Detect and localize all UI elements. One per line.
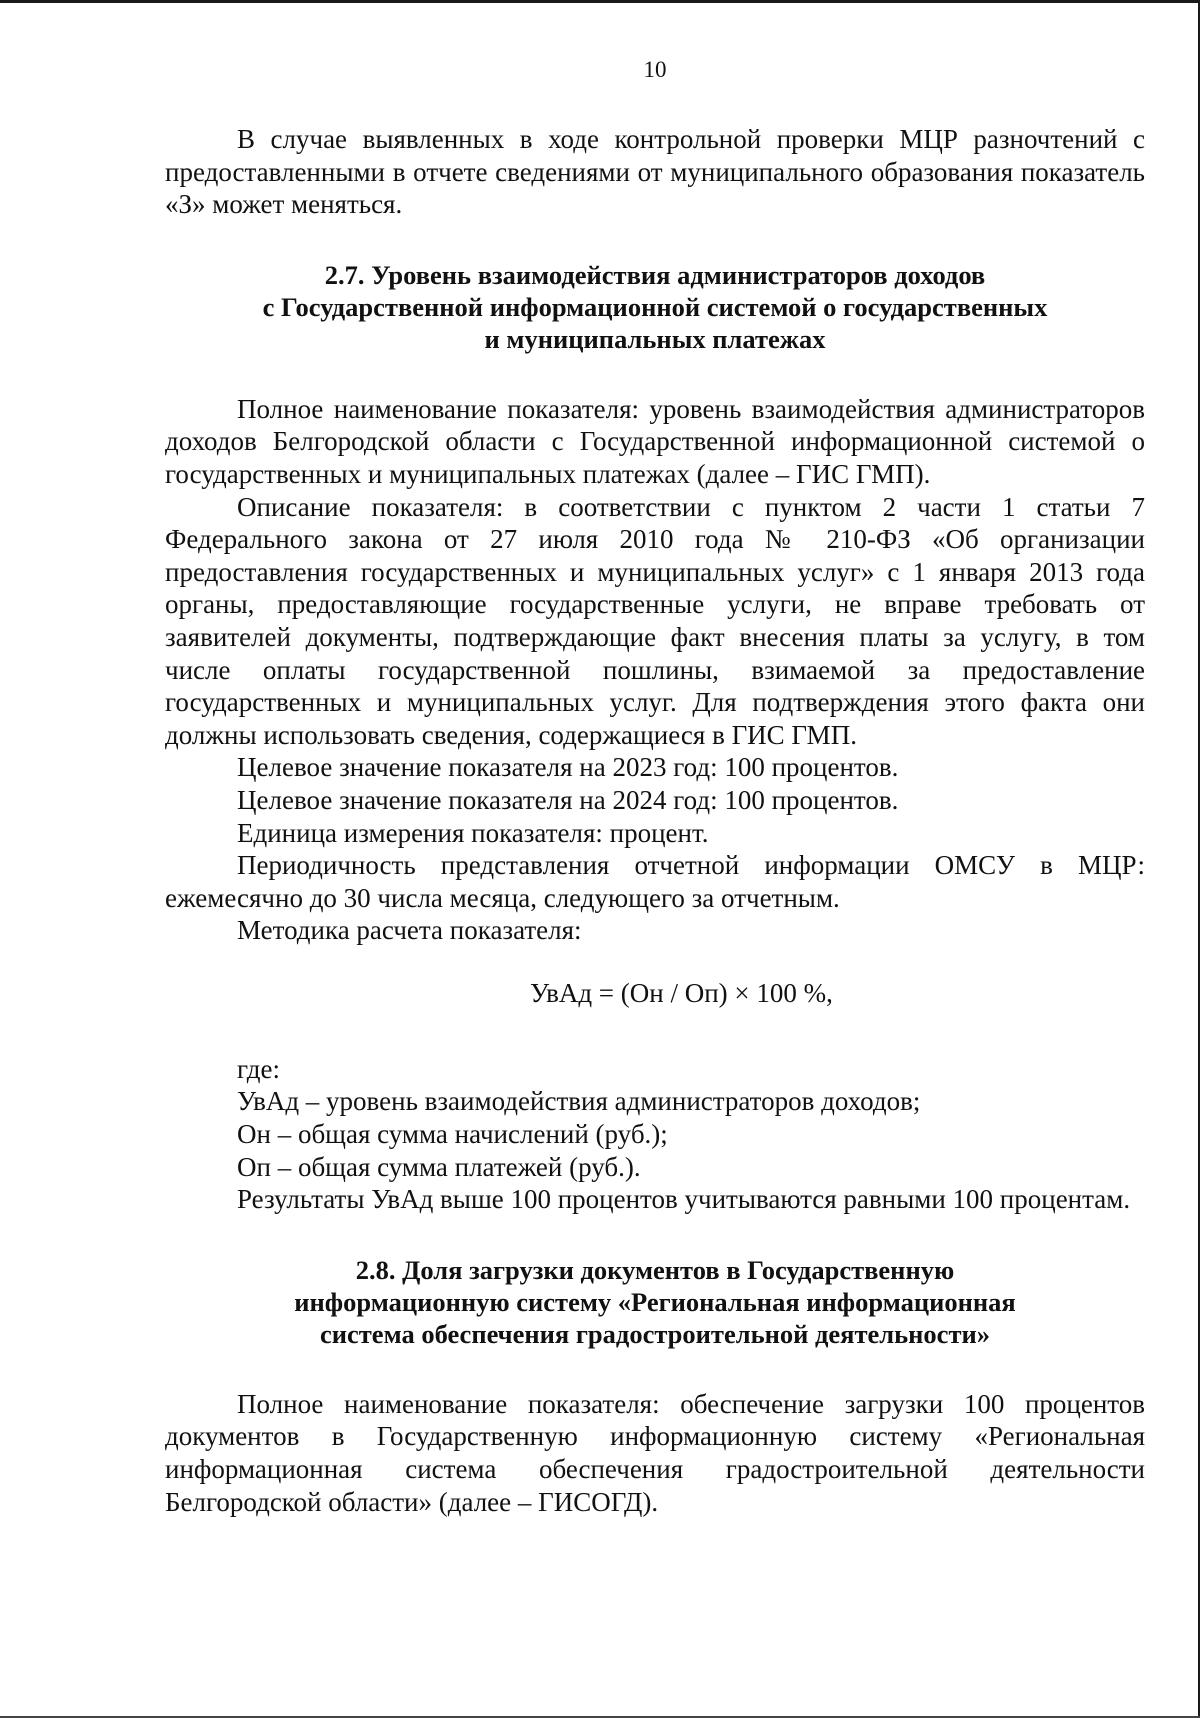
document-page — [165, 55, 1145, 1518]
section-2-7-full-name: Полное наименование показателя: уровень взаимодействия администраторов доходов Белгородской области с Государственной информационной системой о государственных и муниципальных платежах (далее – ГИС ГМП). — [165, 393, 1145, 489]
definition-op: Оп – общая сумма платежей (руб.). — [237, 1151, 641, 1182]
section-2-8-heading-line-1: 2.8. Доля загрузки документов в Государственную — [355, 1254, 955, 1285]
intro-paragraph: В случае выявленных в ходе контрольной проверки МЦР разночтений с предоставленными в отчете сведениями от муниципального образования показатель «З» может меняться. — [165, 124, 1145, 220]
section-2-8-full-name: Полное наименование показателя: обеспечение загрузки 100 процентов документов в Государственную информационную систему «Региональная информационная система обеспечения градостроительной деятельности Белгородской области» (далее – ГИСОГД). — [165, 1388, 1145, 1517]
section-2-7-target-2023: Целевое значение показателя на 2023 год: 100 процентов. — [237, 752, 899, 783]
section-2-7-heading-line-1: 2.7. Уровень взаимодействия администраторов доходов — [324, 259, 986, 290]
section-2-7-method-label: Методика расчета показателя: — [237, 915, 582, 946]
formula-where: где: — [237, 1053, 280, 1084]
section-2-8-heading-line-2: информационную систему «Региональная информационная — [294, 1286, 1016, 1317]
section-2-7-target-2024: Целевое значение показателя на 2024 год: 100 процентов. — [237, 784, 899, 815]
section-2-8-heading-line-3: система обеспечения градостроительной деятельности» — [320, 1318, 990, 1349]
scan-edge-top — [0, 0, 1200, 3]
definition-uvad: УвАд – уровень взаимодействия администраторов доходов; — [237, 1086, 921, 1117]
section-2-7-unit: Единица измерения показателя: процент. — [237, 817, 709, 848]
section-2-7-periodicity: Периодичность представления отчетной информации ОМСУ в МЦР: ежемесячно до 30 числа месяца, следующего за отчетным. — [165, 850, 1145, 913]
definition-on: Он – общая сумма начислений (руб.); — [237, 1119, 668, 1150]
page-number: 10 — [643, 57, 667, 82]
section-2-7-heading — [165, 259, 1145, 355]
section-2-7-heading-line-3: и муниципальных платежах — [484, 323, 826, 354]
section-2-7-description: Описание показателя: в соответствии с пунктом 2 части 1 статьи 7 Федерального закона от 27 июля 2010 года № 210-ФЗ «Об организации предоставления государственных и муниципальных услуг» с 1 января 2013 года органы, предоставляющие государственные услуги, не вправе требовать от заявителей документы, подтверждающие факт внесения платы за услугу, в том числе оплаты государственной пошлины, взимаемой за предоставление государственных и муниципальных услуг. Для подтверждения этого факта они должны использовать сведения, содержащиеся в ГИС ГМП. — [165, 491, 1145, 750]
section-2-7-results: Результаты УвАд выше 100 процентов учитываются равными 100 процентам. — [237, 1184, 1131, 1215]
formula: УвАд = (Он / Оп) × 100 %, — [530, 977, 833, 1008]
section-2-8-heading — [165, 1254, 1145, 1350]
section-2-7-heading-line-2: с Государственной информационной системой о государственных — [262, 291, 1048, 322]
